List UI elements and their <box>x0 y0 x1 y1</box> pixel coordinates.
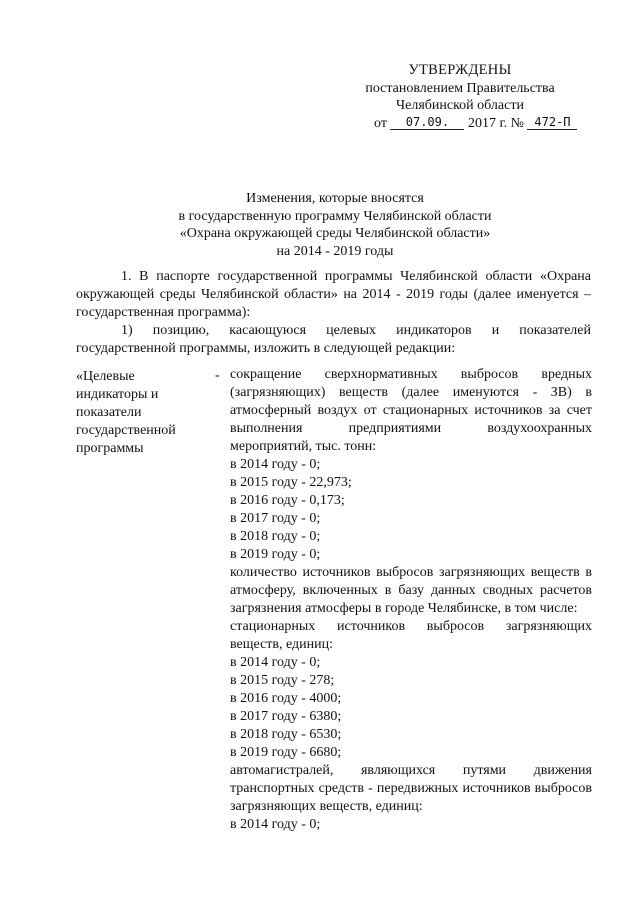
passport-item: автомагистралей, являющихся путями движения транспортных средств - передвижных источников выбросов загрязняющих веществ, единиц: <box>230 763 592 814</box>
heading-line: в государственную программу Челябинской области <box>178 208 492 224</box>
passport-item: в 2015 году - 22,973; <box>230 475 352 490</box>
passport-item: в 2014 году - 0; <box>230 817 321 832</box>
approval-date-line <box>374 115 590 132</box>
passport-dash: - <box>215 368 220 383</box>
passport-item: в 2018 году - 0; <box>230 529 321 544</box>
passport-item: в 2017 году - 6380; <box>230 709 342 724</box>
heading-line: Изменения, которые вносятся <box>246 191 424 206</box>
heading-line: на 2014 - 2019 годы <box>276 243 394 259</box>
passport-item: в 2014 году - 0; <box>230 457 321 472</box>
date-prefix: от <box>374 116 387 131</box>
passport-item: в 2015 году - 278; <box>230 673 335 688</box>
year-text: 2017 г. № <box>467 116 524 131</box>
approval-stamp <box>330 62 590 132</box>
intro-text <box>76 268 591 358</box>
passport-item: в 2018 году - 6530; <box>230 727 342 742</box>
intro-paragraph-1: 1. В паспорте государственной программы Челябинской области «Охрана окружающей среды Челябинской области» на 2014 - 2019 годы (далее именуется – государственная программа): <box>76 269 591 320</box>
passport-left-label: «Целевые индикаторы и показатели государственной программы <box>76 369 176 456</box>
approval-title: УТВЕРЖДЕНЫ <box>408 62 512 78</box>
document-heading <box>70 190 600 260</box>
passport-item: сокращение сверхнормативных выбросов вредных (загрязняющих) веществ (далее именуются - ЗВ) в атмосферный воздух от стационарных источников за счет выполнения предприятиями воздухоохранных мероприятий, тыс. тонн: <box>230 367 592 454</box>
passport-right-column <box>230 366 592 834</box>
passport-item: в 2017 году - 0; <box>230 511 321 526</box>
approval-line-1: постановлением Правительства <box>365 81 555 96</box>
passport-item: в 2019 году - 0; <box>230 547 321 562</box>
passport-item: в 2014 году - 0; <box>230 655 321 670</box>
handwritten-date: 07.09. <box>390 115 464 130</box>
passport-item: в 2016 году - 4000; <box>230 691 342 706</box>
passport-item: стационарных источников выбросов загрязняющих веществ, единиц: <box>230 619 592 652</box>
handwritten-number: 472-П <box>527 115 577 130</box>
passport-item: в 2016 году - 0,173; <box>230 493 345 508</box>
passport-item: количество источников выбросов загрязняющих веществ в атмосферу, включенных в базу данных сводных расчетов загрязнения атмосферы в городе Челябинске, в том числе: <box>230 565 592 616</box>
passport-item: в 2019 году - 6680; <box>230 745 342 760</box>
heading-line: «Охрана окружающей среды Челябинской области» <box>179 226 491 241</box>
intro-paragraph-2: 1) позицию, касающуюся целевых индикаторов и показателей государственной программы, изложить в следующей редакции: <box>76 323 591 356</box>
approval-line-2: Челябинской области <box>396 98 524 113</box>
